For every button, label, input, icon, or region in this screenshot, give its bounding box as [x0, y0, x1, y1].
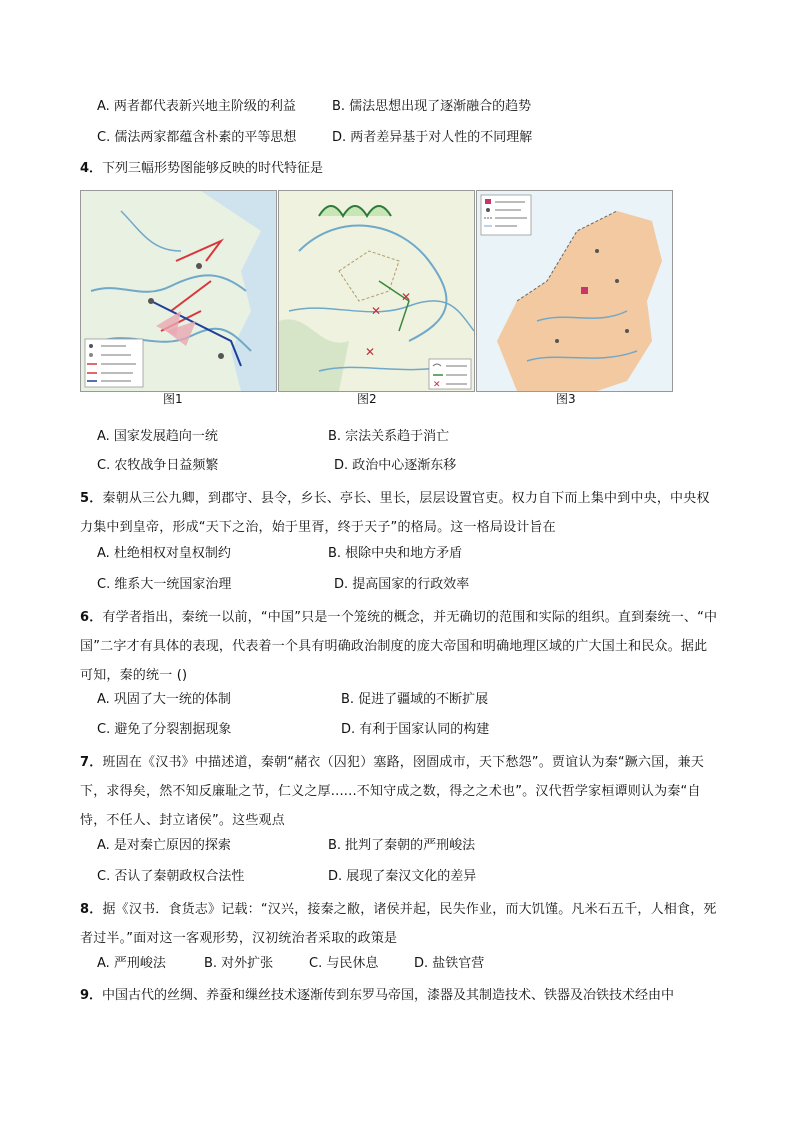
svg-text:✕: ✕	[433, 380, 441, 390]
q7-stem: 班固在《汉书》中描述道，秦朝“赭衣（囚犯）塞路，囹圄成市，天下愁怨”。贾谊认为秦“蹶六国，兼天下，求得矣，然不知反廉耻之节，仁义之厚......不知守成之数，得之之术也”。汉代哲学家桓谭则认为秦“自恃，不任人、封立诸侯”。这些观点	[80, 755, 705, 828]
q5-stem: 秦朝从三公九卿，到郡守、县令，乡长、亭长、里长，层层设置官吏。权力自下而上集中到中央，中央权力集中到皇帝，形成“天下之治，始于里胥，终于天子”的格局。这一格局设计旨在	[80, 491, 710, 535]
q7-stem-block	[80, 748, 720, 835]
q8-number: 8．	[80, 902, 103, 917]
map-figure-1	[80, 190, 277, 392]
q5-option-c: C. 维系大一统国家治理	[97, 577, 232, 592]
q9-number: 9．	[80, 988, 103, 1003]
q4-option-c: C. 农牧战争日益频繁	[97, 458, 219, 473]
q4-option-b: B. 宗法关系趋于消亡	[328, 429, 450, 444]
q7-option-c: C. 否认了秦朝政权合法性	[97, 869, 245, 884]
q4-option-d: D. 政治中心逐渐东移	[334, 458, 457, 473]
q8-stem-block	[80, 895, 720, 953]
q6-stem: 有学者指出，秦统一以前，“中国”只是一个笼统的概念，并无确切的范围和实际的组织。直到秦统一、“中国”二字才有具体的表现，代表着一个具有明确政治制度的庞大帝国和明确地理区域的广大国土和民众。据此可知，秦的统一 ()	[80, 610, 718, 683]
svg-text:✕: ✕	[401, 290, 412, 304]
q3-option-a: A. 两者都代表新兴地主阶级的利益	[97, 99, 296, 114]
map-figure-2	[278, 190, 475, 392]
q4-option-a: A. 国家发展趋向一统	[97, 429, 218, 444]
q4-stem-line	[80, 160, 323, 178]
map-figure-3	[476, 190, 673, 392]
svg-text:✕: ✕	[365, 345, 376, 359]
q7-option-b: B. 批判了秦朝的严刑峻法	[328, 838, 476, 853]
map-1-illustration	[81, 191, 276, 391]
q8-stem: 据《汉书．食货志》记载：“汉兴，接秦之敝，诸侯并起，民失作业，而大饥馑。凡米石五千，人相食，死者过半。”面对这一客观形势，汉初统治者采取的政策是	[80, 902, 717, 946]
q9-stem-line	[80, 987, 674, 1005]
q3-option-d: D. 两者差异基于对人性的不同理解	[332, 130, 533, 145]
q5-number: 5．	[80, 491, 103, 506]
q9-stem: 中国古代的丝绸、养蚕和缫丝技术逐渐传到东罗马帝国，漆器及其制造技术、铁器及冶铁技术经由中	[102, 988, 675, 1003]
q6-option-c: C. 避免了分裂割据现象	[97, 722, 232, 737]
map-caption-3: 图3	[556, 392, 576, 406]
map-3-illustration	[477, 191, 672, 391]
q5-option-a: A. 杜绝相权对皇权制约	[97, 546, 231, 561]
map-2-illustration	[279, 191, 474, 391]
q3-option-c: C. 儒法两家都蕴含朴素的平等思想	[97, 130, 297, 145]
svg-text:✕: ✕	[371, 304, 382, 318]
q7-option-d: D. 展现了秦汉文化的差异	[328, 869, 477, 884]
q4-stem: 下列三幅形势图能够反映的时代特征是	[102, 161, 324, 176]
q6-option-d: D. 有利于国家认同的构建	[341, 722, 490, 737]
q8-option-b: B. 对外扩张	[204, 956, 274, 971]
q6-option-a: A. 巩固了大一统的体制	[97, 692, 231, 707]
q3-option-b: B. 儒法思想出现了逐渐融合的趋势	[332, 99, 532, 114]
q8-option-c: C. 与民休息	[309, 956, 379, 971]
q6-option-b: B. 促进了疆域的不断扩展	[341, 692, 489, 707]
q8-option-d: D. 盐铁官营	[414, 956, 485, 971]
q5-option-b: B. 根除中央和地方矛盾	[328, 546, 463, 561]
q4-number: 4．	[80, 161, 103, 176]
map-caption-1: 图1	[163, 392, 183, 406]
q7-number: 7．	[80, 755, 103, 770]
q6-stem-block	[80, 603, 720, 690]
q5-option-d: D. 提高国家的行政效率	[334, 577, 470, 592]
q5-stem-block	[80, 484, 720, 542]
q8-option-a: A. 严刑峻法	[97, 956, 166, 971]
q6-number: 6．	[80, 610, 103, 625]
q7-option-a: A. 是对秦亡原因的探索	[97, 838, 231, 853]
map-caption-2: 图2	[357, 392, 377, 406]
